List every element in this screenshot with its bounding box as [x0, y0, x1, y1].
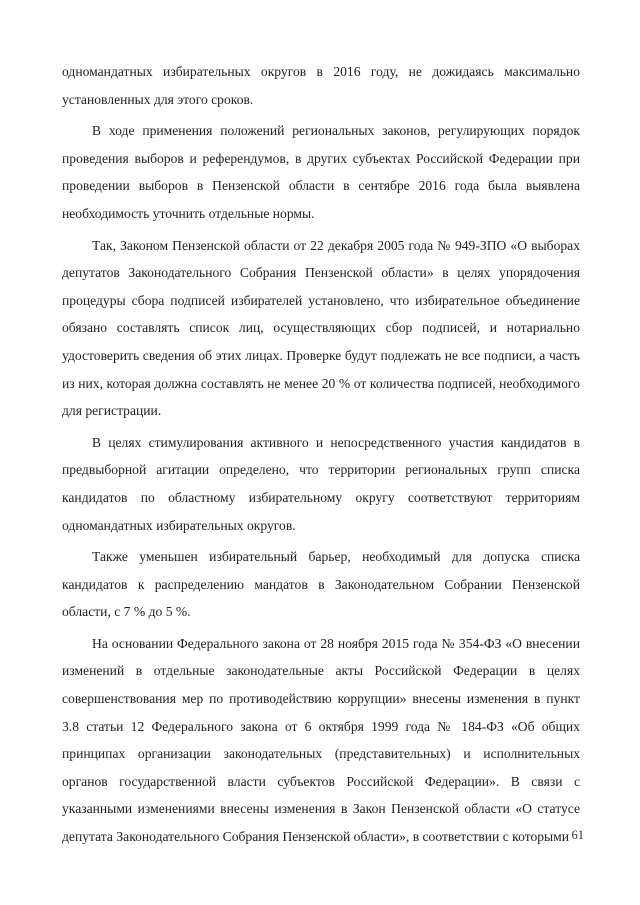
paragraph-continuation: одномандатных избирательных округов в 2016 году, не дожидаясь максимально установленных для этого сроков. [62, 64, 580, 107]
page-number: 61 [571, 828, 584, 842]
paragraph-electoral-barrier: Также уменьшен избирательный барьер, необходимый для допуска списка кандидатов к распределению мандатов в Законодательном Собрании Пензенской области, с 7 % до 5 %. [62, 549, 580, 620]
paragraph-federal-law-amendments: На основании Федерального закона от 28 ноября 2015 года № 354-ФЗ «О внесении изменений в отдельные законодательные акты Российской Федерации в целях совершенствования мер по противодействию коррупции» внесены изменения в пункт 3.8 статьи 12 Федерального закона от 6 октября 1999 года № 184-ФЗ «Об общих принципах организации законодательных (представительных) и исполнительных органов государственной власти субъектов Российской Федерации». В связи с указанными изменениями внесены изменения в Закон Пензенской области «О статусе депутата Законодательного Собрания Пензенской области», в соответствии с которыми [62, 635, 580, 845]
paragraph-candidate-agitation: В целях стимулирования активного и непосредственного участия кандидатов в предвыборной агитации определено, что территории региональных групп списка кандидатов по областному избирательному округу соответствуют территориям одномандатных избирательных округов. [62, 434, 580, 533]
paragraph-signature-collection: Так, Законом Пензенской области от 22 декабря 2005 года № 949-ЗПО «О выборах депутатов Законодательного Собрания Пензенской области» в целях упорядочения процедуры сбора подписей избирателей установлено, что избирательное объединение обязано составлять список лиц, осуществляющих сбор подписей, и нотариально удостоверить сведения об этих лицах. Проверке будут подлежать не все подписи, а часть из них, которая должна составлять не менее 20 % от количества подписей, необходимого для регистрации. [62, 237, 580, 419]
document-page [62, 58, 580, 855]
paragraph-regional-laws: В ходе применения положений региональных законов, регулирующих порядок проведения выборов и референдумов, в других субъектах Российской Федерации при проведении выборов в Пензенской области в сентябре 2016 года была выявлена необходимость уточнить отдельные нормы. [62, 123, 580, 221]
